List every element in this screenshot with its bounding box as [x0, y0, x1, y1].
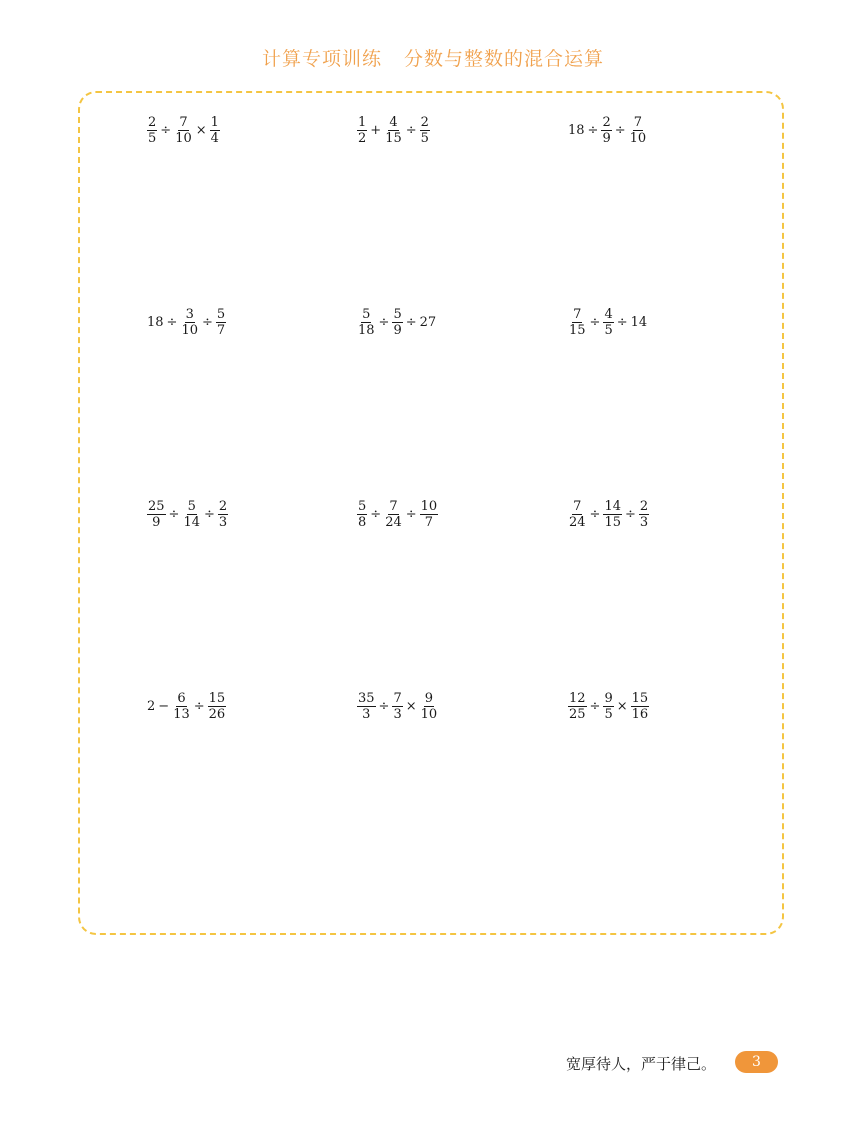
fraction: [147, 500, 166, 529]
fraction: [384, 500, 403, 529]
numerator: 25: [148, 499, 165, 514]
denominator: 5: [604, 323, 613, 338]
integer: 2: [147, 699, 156, 714]
denominator: 13: [173, 707, 190, 722]
page-number-badge: 3: [735, 1051, 778, 1073]
denominator: 2: [358, 131, 367, 146]
fraction: [147, 116, 157, 145]
numerator: 14: [604, 499, 621, 514]
numerator: 15: [208, 691, 226, 706]
title-subtopic: 分数与整数的混合运算: [404, 48, 605, 70]
operator: ÷: [589, 507, 601, 522]
footer-motto: 宽厚待人，严于律己。: [566, 1055, 717, 1073]
fraction: [357, 500, 367, 529]
denominator: 15: [569, 323, 586, 338]
denominator: 15: [385, 131, 402, 146]
fraction: [208, 692, 227, 721]
numerator: 7: [393, 691, 402, 706]
numerator: 5: [393, 307, 402, 322]
operator: ÷: [160, 123, 172, 138]
fraction: [218, 500, 228, 529]
denominator: 7: [424, 515, 434, 530]
fraction: [603, 308, 613, 337]
denominator: 8: [358, 515, 367, 530]
denominator: 9: [152, 515, 161, 530]
numerator: 6: [177, 691, 186, 706]
page-title: [0, 44, 866, 71]
fraction: [174, 116, 193, 145]
numerator: 2: [602, 115, 611, 130]
problem-4: [146, 308, 227, 337]
denominator: 24: [569, 515, 586, 530]
denominator: 3: [393, 707, 402, 722]
operator: ÷: [616, 315, 628, 330]
fraction: [631, 692, 650, 721]
operator: ÷: [405, 315, 417, 330]
numerator: 5: [216, 307, 226, 322]
denominator: 24: [385, 515, 402, 530]
operator: ÷: [378, 699, 390, 714]
problem-7: [146, 500, 229, 529]
operator: ×: [616, 699, 628, 714]
fraction: [568, 308, 587, 337]
denominator: 15: [604, 515, 621, 530]
numerator: 10: [420, 499, 438, 514]
operator: ×: [405, 699, 417, 714]
numerator: 12: [569, 691, 586, 706]
problem-2: [356, 116, 431, 145]
denominator: 18: [358, 323, 375, 338]
denominator: 16: [631, 707, 649, 722]
fraction: [210, 116, 220, 145]
denominator: 5: [420, 131, 429, 146]
fraction: [180, 308, 199, 337]
fraction: [420, 116, 430, 145]
numerator: 5: [187, 499, 196, 514]
integer: 14: [630, 315, 648, 330]
numerator: 7: [389, 499, 398, 514]
numerator: 1: [358, 115, 367, 130]
operator: ÷: [166, 315, 178, 330]
denominator: 3: [639, 515, 649, 530]
numerator: 2: [218, 499, 228, 514]
operator: ÷: [625, 507, 636, 522]
fraction: [172, 692, 191, 721]
denominator: 10: [420, 707, 438, 722]
fraction: [629, 116, 648, 145]
operator: ÷: [589, 699, 601, 714]
fraction: [357, 308, 376, 337]
fraction: [357, 116, 367, 145]
numerator: 5: [362, 307, 371, 322]
operator: −: [158, 699, 170, 714]
fraction: [568, 500, 587, 529]
numerator: 5: [358, 499, 367, 514]
denominator: 9: [393, 323, 402, 338]
fraction: [216, 308, 226, 337]
denominator: 25: [569, 707, 586, 722]
fraction: [568, 692, 587, 721]
numerator: 35: [358, 691, 375, 706]
numerator: 1: [210, 115, 219, 130]
numerator: 15: [631, 691, 649, 706]
problem-5: [356, 308, 437, 337]
denominator: 9: [602, 131, 611, 146]
title-topic: 计算专项训练: [261, 48, 382, 70]
operator: ÷: [193, 699, 205, 714]
operator: ÷: [614, 123, 626, 138]
fraction: [603, 692, 613, 721]
fraction: [392, 692, 402, 721]
operator: ÷: [587, 123, 599, 138]
numerator: 3: [185, 307, 194, 322]
problem-11: [356, 692, 439, 721]
fraction: [357, 692, 376, 721]
fraction: [384, 116, 403, 145]
numerator: 2: [639, 499, 649, 514]
integer: 27: [419, 315, 437, 330]
operator: ÷: [202, 315, 213, 330]
operator: ×: [195, 123, 207, 138]
numerator: 7: [179, 115, 188, 130]
numerator: 4: [604, 307, 613, 322]
denominator: 7: [216, 323, 226, 338]
numerator: 9: [604, 691, 613, 706]
numerator: 7: [573, 307, 582, 322]
numerator: 2: [148, 115, 157, 130]
operator: +: [370, 123, 382, 138]
integer: 18: [568, 123, 585, 138]
denominator: 10: [175, 131, 192, 146]
problem-6: [567, 308, 648, 337]
fraction: [603, 500, 622, 529]
operator: ÷: [405, 507, 417, 522]
denominator: 10: [629, 131, 647, 146]
denominator: 14: [183, 515, 200, 530]
fraction: [601, 116, 611, 145]
fraction: [392, 308, 402, 337]
fraction: [182, 500, 201, 529]
operator: ÷: [405, 123, 417, 138]
numerator: 7: [633, 115, 643, 130]
denominator: 10: [181, 323, 198, 338]
operator: ÷: [589, 315, 601, 330]
problem-9: [567, 500, 650, 529]
operator: ÷: [370, 507, 382, 522]
numerator: 7: [573, 499, 582, 514]
operator: ÷: [378, 315, 390, 330]
denominator: 3: [362, 707, 371, 722]
numerator: 2: [420, 115, 429, 130]
problem-1: [146, 116, 221, 145]
denominator: 5: [604, 707, 613, 722]
operator: ÷: [168, 507, 180, 522]
problem-8: [356, 500, 439, 529]
problem-12: [567, 692, 650, 721]
integer: 18: [147, 315, 164, 330]
denominator: 3: [218, 515, 228, 530]
operator: ÷: [204, 507, 215, 522]
fraction: [420, 500, 439, 529]
denominator: 4: [210, 131, 219, 146]
problem-3: [567, 116, 648, 145]
denominator: 26: [208, 707, 226, 722]
numerator: 4: [389, 115, 398, 130]
denominator: 5: [148, 131, 157, 146]
fraction: [639, 500, 649, 529]
problem-10: [146, 692, 227, 721]
fraction: [420, 692, 439, 721]
numerator: 9: [424, 691, 434, 706]
